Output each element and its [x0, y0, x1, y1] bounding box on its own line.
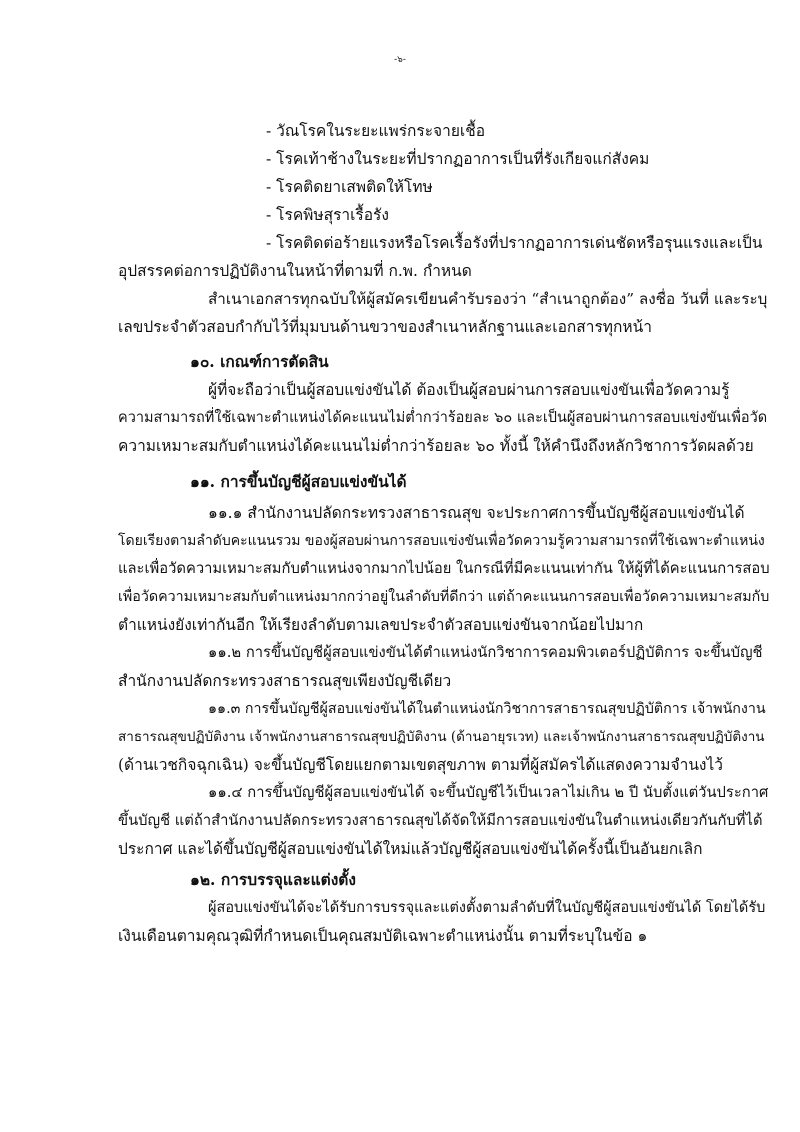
disease-list-item: - วัณโรคในระยะแพร่กระจายเชื้อ [266, 122, 486, 140]
section-11-3-line: ๑๑.๓ การขึ้นบัญชีผู้สอบแข่งขันได้ในตำแหน่งนักวิชาการสาธารณสุขปฏิบัติการ เจ้าพนักงาน [208, 701, 766, 717]
section-11-3-line: สาธารณสุขปฏิบัติงาน เจ้าพนักงานสาธารณสุขปฏิบัติงาน (ด้านอายุรเวท) และเจ้าพนักงานสาธารณสุขปฏิบัติงาน [118, 729, 765, 745]
disease-list-continuation: อุปสรรคต่อการปฏิบัติงานในหน้าที่ตามที่ ก.พ. กำหนด [118, 262, 472, 280]
disease-list-item: - โรคติดต่อร้ายแรงหรือโรคเรื้อรังที่ปรากฏอาการเด่นชัดหรือรุนแรงและเป็น [266, 234, 763, 252]
section-10-line: ความสามารถที่ใช้เฉพาะตำแหน่งได้คะแนนไม่ต่ำกว่าร้อยละ ๖๐ และเป็นผู้สอบผ่านการสอบแข่งขันเพื่อวัด [118, 410, 768, 426]
section-11-1-line: และเพื่อวัดความเหมาะสมกับตำแหน่งจากมากไปน้อย ในกรณีที่มีคะแนนเท่ากัน ให้ผู้ที่ได้คะแนนการสอบ [118, 560, 770, 577]
section-11-2-line: สำนักงานปลัดกระทรวงสาธารณสุขเพียงบัญชีเดียว [118, 672, 452, 690]
section-11-1-line: เพื่อวัดความเหมาะสมกับตำแหน่งมากกว่าอยู่ในลำดับที่ดีกว่า แต่ถ้าคะแนนการสอบเพื่อวัดความเหมาะสมกับ [118, 589, 770, 605]
section-11-4-line: ๑๑.๔ การขึ้นบัญชีผู้สอบแข่งขันได้ จะขึ้นบัญชีไว้เป็นเวลาไม่เกิน ๒ ปี นับตั้งแต่วันประกาศ [208, 784, 769, 801]
disease-list-item: - โรคพิษสุราเรื้อรัง [266, 206, 389, 224]
section-11-4-line: ประกาศ และได้ขึ้นบัญชีผู้สอบแข่งขันได้ใหม่แล้วบัญชีผู้สอบแข่งขันได้ครั้งนี้เป็นอันยกเลิก [118, 840, 703, 858]
section-11-heading: ๑๑. การขึ้นบัญชีผู้สอบแข่งขันได้ [190, 472, 407, 491]
section-12-heading: ๑๒. การบรรจุและแต่งตั้ง [190, 870, 356, 889]
section-11-1-line: โดยเรียงตามลำดับคะแนนรวม ของผู้สอบผ่านการสอบแข่งขันเพื่อวัดความรู้ความสามารถที่ใช้เฉพาะตำแหน่ง [118, 533, 765, 549]
section-12-line: ผู้สอบแข่งขันได้จะได้รับการบรรจุและแต่งตั้งตามลำดับที่ในบัญชีผู้สอบแข่งขันได้ โดยได้รับ [208, 900, 766, 916]
section-11-3-line: (ด้านเวชกิจฉุกเฉิน) จะขึ้นบัญชีโดยแยกตามเขตสุขภาพ ตามที่ผู้สมัครได้แสดงความจำนงไว้ [118, 756, 723, 774]
disease-list-item: - โรคติดยาเสพติดให้โทษ [266, 178, 433, 196]
section-10-line: ผู้ที่จะถือว่าเป็นผู้สอบแข่งขันได้ ต้องเป็นผู้สอบผ่านการสอบแข่งขันเพื่อวัดความรู้ [208, 381, 730, 399]
section-10-heading: ๑๐. เกณฑ์การตัดสิน [190, 352, 329, 371]
copy-note-line: เลขประจำตัวสอบกำกับไว้ที่มุมบนด้านขวาของสำเนาหลักฐานและเอกสารทุกหน้า [118, 318, 652, 336]
section-11-1-line: ตำแหน่งยังเท่ากันอีก ให้เรียงลำดับตามเลขประจำตัวสอบแข่งขันจากน้อยไปมาก [118, 616, 644, 634]
section-11-2-line: ๑๑.๒ การขึ้นบัญชีผู้สอบแข่งขันได้ตำแหน่งนักวิชาการคอมพิวเตอร์ปฏิบัติการ จะขึ้นบัญชี [208, 644, 763, 661]
section-11-4-line: ขึ้นบัญชี แต่ถ้าสำนักงานปลัดกระทรวงสาธารณสุขได้จัดให้มีการสอบแข่งขันในตำแหน่งเดียวกันกับที่ได้ [118, 812, 763, 829]
section-12-line: เงินเดือนตามคุณวุฒิที่กำหนดเป็นคุณสมบัติเฉพาะตำแหน่งนั้น ตามที่ระบุในข้อ ๑ [118, 927, 648, 945]
copy-note-line: สำเนาเอกสารทุกฉบับให้ผู้สมัครเขียนคำรับรองว่า “สำเนาถูกต้อง” ลงชื่อ วันที่ และระบุ [208, 290, 768, 308]
page-number: -๖- [394, 55, 406, 65]
section-11-1-line: ๑๑.๑ สำนักงานปลัดกระทรวงสาธารณสุข จะประกาศการขึ้นบัญชีผู้สอบแข่งขันได้ [208, 504, 745, 522]
section-10-line: ความเหมาะสมกับตำแหน่งได้คะแนนไม่ต่ำกว่าร้อยละ ๖๐ ทั้งนี้ ให้คำนึงถึงหลักวิชาการวัดผลด้วย [118, 437, 754, 455]
disease-list-item: - โรคเท้าช้างในระยะที่ปรากฏอาการเป็นที่รังเกียจแก่สังคม [266, 150, 650, 168]
